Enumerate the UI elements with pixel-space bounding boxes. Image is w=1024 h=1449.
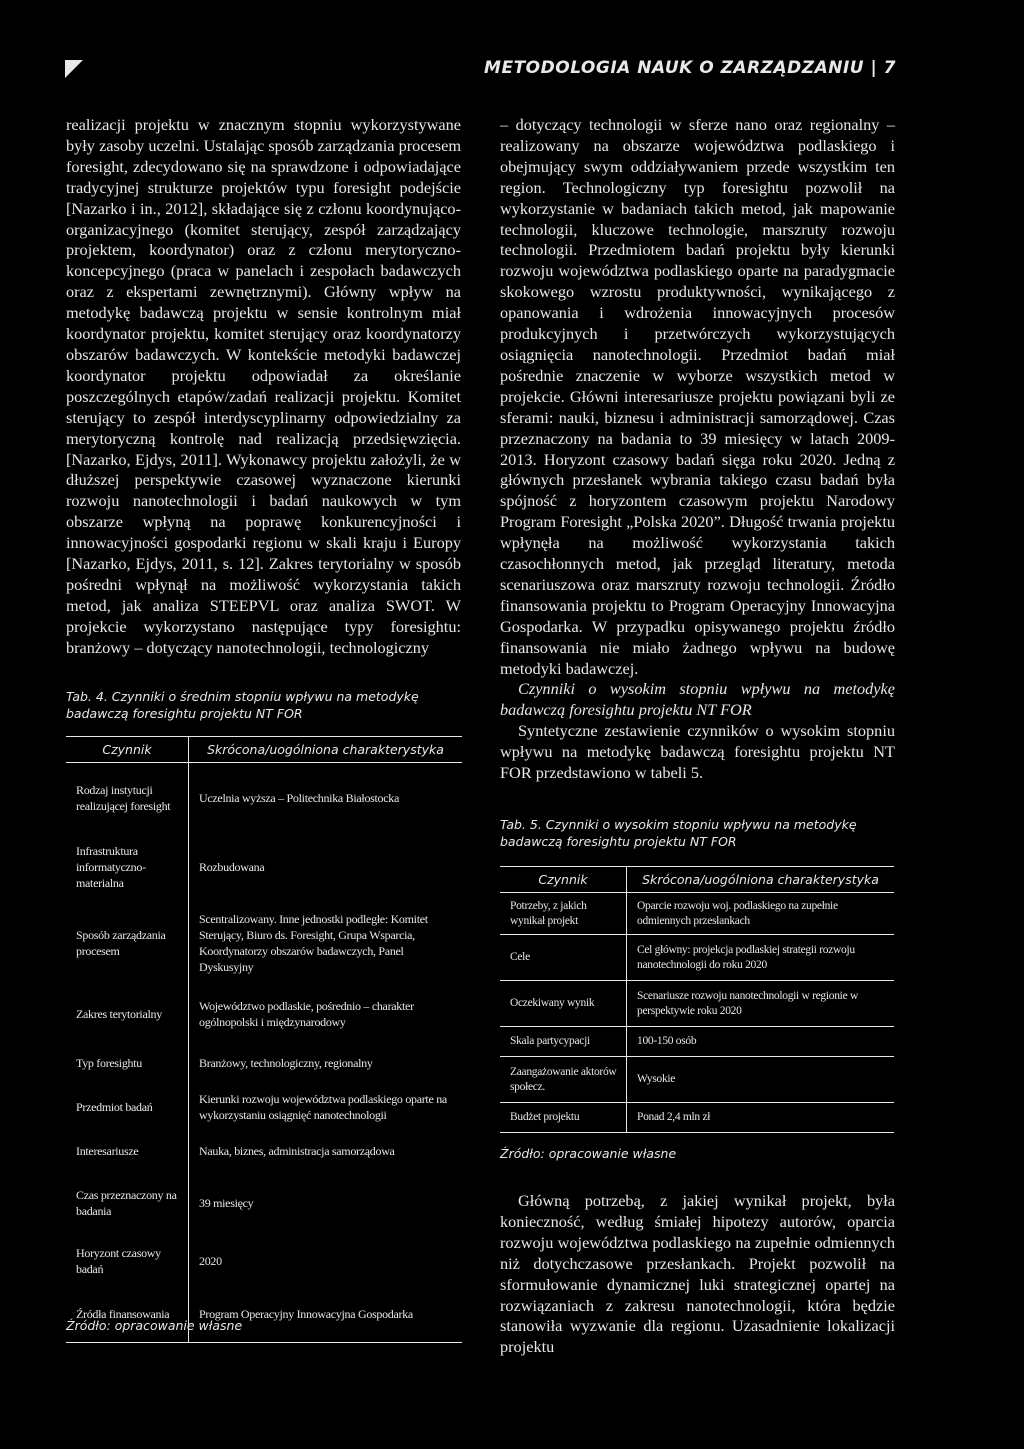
table5-cell-factor: Skala partycypacji <box>500 1027 627 1057</box>
table5-cell-factor: Potrzeby, z jakich wynikał projekt <box>500 893 627 935</box>
table4-cell-factor: Interesariusze <box>66 1131 189 1171</box>
table-row <box>66 763 462 833</box>
table4-cell-factor: Sposób zarządzania procesem <box>66 901 189 985</box>
table-row <box>66 1131 462 1171</box>
table-row <box>66 833 462 901</box>
table4-label: Tab. 4. <box>66 689 108 704</box>
table4-cell-value: Scentralizowany. Inne jednostki podległe: Komitet Sterujący, Biuro ds. Foresight, Grupa Wsparcia, Koordynatorzy obszarów badawczych, Panel Dyskusyjny <box>199 911 428 974</box>
table4-header-factor: Czynnik <box>66 737 189 763</box>
table-row <box>500 893 894 935</box>
table4-header-characteristic: Skrócona/uogólniona charakterystyka <box>189 737 463 763</box>
body-paragraph: Syntetyczne zestawienie czynników o wysokim stopniu wpływu na metodykę badawczą foresightu projektu NT FOR przedstawiono w tabeli 5. <box>500 721 895 783</box>
publisher-logo <box>65 60 83 78</box>
table-row <box>66 985 462 1043</box>
table4-cell-factor: Typ foresightu <box>66 1043 189 1083</box>
table-row <box>66 1171 462 1235</box>
table4-cell-value: Branżowy, technologiczny, regionalny <box>199 1055 373 1070</box>
section-subheading: Czynniki o wysokim stopniu wpływu na metodykę badawczą foresightu projektu NT FOR <box>500 679 895 720</box>
table4-cell-value: Rozbudowana <box>199 859 265 874</box>
table5 <box>500 866 894 1133</box>
table-row <box>500 1057 894 1103</box>
right-column <box>500 115 895 784</box>
table4-cell-factor: Przedmiot badań <box>66 1083 189 1131</box>
table4-cell-factor: Czas przeznaczony na badania <box>66 1171 189 1235</box>
table5-caption <box>500 816 900 850</box>
table5-cell-factor: Cele <box>500 935 627 981</box>
table4-cell-value: Województwo podlaskie, pośrednio – charakter ogólnopolski i międzynarodowy <box>199 998 414 1029</box>
table5-cell-factor: Budżet projektu <box>500 1103 627 1133</box>
table5-cell-value: Scenariusze rozwoju nanotechnologii w regionie w perspektywie roku 2020 <box>627 981 895 1027</box>
table4-cell-value: Nauka, biznes, administracja samorządowa <box>199 1143 395 1158</box>
body-paragraph: Główną potrzebą, z jakiej wynikał projekt, była konieczność, według śmiałej hipotezy autorów, oparcia rozwoju województwa podlaskiego na zupełnie odmiennych niż dotychczasowe przesłankach. Projekt pozwolił na sformułowanie dynamicznej luki strategicznej opartej na rozwiązaniach z zakresu nanotechnologii, która będzie stanowiła wyzwanie dla regionu. Uzasadnienie lokalizacji projektu <box>500 1191 895 1357</box>
table4-cell-value: Kierunki rozwoju województwa podlaskiego oparte na wykorzystaniu osiągnięć nanotechnologii <box>199 1091 447 1122</box>
right-column-closing <box>500 1191 895 1358</box>
body-paragraph: – dotyczący technologii w sferze nano oraz regionalny – realizowany na obszarze województwa podlaskiego i obejmujący swym oddziaływaniem przede wszystkim ten region. Technologiczny typ foresightu pozwolił na wykorzystanie w badaniach takich metod, jak mapowanie technologii, kluczowe technologie, marszruty rozwoju technologii. Przedmiotem badań projektu były kierunki rozwoju województwa podlaskiego oparte na paradygmacie skokowego wzrostu produktywności, wynikającego z opanowania i wdrożenia innowacyjnych procesów produkcyjnych i przetwórczych wykorzystujących osiągnięcia nanotechnologii. Przedmiot badań miał pośrednie znaczenie w wyborze wszystkich metod w projekcie. Główni interesariusze projektu powiązani byli ze sferami: nauki, biznesu i administracji samorządowej. Czas przeznaczony na badania to 39 miesięcy w latach 2009-2013. Horyzont czasowy badań sięga roku 2020. Jedną z głównych przesłanek wybrania takiego czasu badań była spójność z horyzontem czasowym projektu Narodowy Program Foresight „Polska 2020”. Długość trwania projektu wpłynęła na możliwość wykorzystania takich czasochłonnych metod, jak przegląd literatury, metoda scenariuszowa oraz marszruty rozwoju technologii. Źródło finansowania projektu to Program Operacyjny Innowacyjna Gospodarka. W przypadku opisywanego projektu źródło finansowania nie miało żadnego wpływu na budowę metodyki badawczej. <box>500 115 895 678</box>
table5-cell-factor: Oczekiwany wynik <box>500 981 627 1027</box>
table-row <box>500 981 894 1027</box>
table-row <box>500 1027 894 1057</box>
table-row <box>500 935 894 981</box>
table4-cell-value: 2020 <box>199 1253 222 1268</box>
table4-cell-factor: Zakres terytorialny <box>66 985 189 1043</box>
table5-cell-factor: Zaangażowanie aktorów społecz. <box>500 1057 627 1103</box>
table-row <box>66 1083 462 1131</box>
table4-cell-value: Program Operacyjny Innowacyjna Gospodarka <box>189 1287 463 1343</box>
table4-source: Źródło: opracowanie własne <box>66 1318 243 1333</box>
table5-cell-value: Ponad 2,4 mln zł <box>627 1103 895 1133</box>
table4-cell-factor: Rodzaj instytucji realizującej foresight <box>66 763 189 833</box>
table5-source: Źródło: opracowanie własne <box>500 1146 677 1161</box>
table-row <box>500 1103 894 1133</box>
table5-header-characteristic: Skrócona/uogólniona charakterystyka <box>627 867 895 893</box>
table4-cell-value: 39 miesięcy <box>199 1195 254 1210</box>
running-header: METODOLOGIA NAUK O ZARZĄDZANIU | 7 <box>484 58 896 78</box>
table5-caption-text: Czynniki o wysokim stopniu wpływu na metodykę badawczą foresightu projektu NT FOR <box>500 817 857 849</box>
table-row <box>66 1235 462 1287</box>
table4-cell-factor: Źródła finansowania <box>66 1287 189 1343</box>
table5-label: Tab. 5. <box>500 817 542 832</box>
table5-cell-value: Oparcie rozwoju woj. podlaskiego na zupełnie odmiennych przesłankach <box>627 893 895 935</box>
left-column <box>66 115 461 659</box>
table4-cell-factor: Horyzont czasowy badań <box>66 1235 189 1287</box>
body-paragraph: realizacji projektu w znacznym stopniu wykorzystywane były zasoby uczelni. Ustalając sposób zarządzania procesem foresight, zdecydowano się na sprawdzone i odpowiadające tradycyjnej strukturze projektów typu foresight podejście [Nazarko i in., 2012], składające się z członu koordynująco-organizacyjnego (komitet sterujący, zespół zarządzający projektem, koordynator) oraz z członu merytoryczno-koncepcyjnego (praca w panelach i zespołach badawczych oraz z ekspertami zewnętrznymi). Główny wpływ na metodykę badawczą projektu w sensie kontrolnym miał koordynator projektu, komitet sterujący oraz koordynatorzy obszarów badawczych. W kontekście metodyki badawczej koordynator projektu odpowiadał za określanie poszczególnych etapów/zadań realizacji projektu. Komitet sterujący to zespół interdyscyplinarny odpowiedzialny za merytoryczną kontrolę nad realizacją przedsięwzięcia. [Nazarko, Ejdys, 2011]. Wykonawcy projektu założyli, że w dłuższej perspektywie czasowej wyznaczone kierunki rozwoju nanotechnologii i badań naukowych w tym obszarze wpłyną na poprawę konkurencyjności i innowacyjności gospodarki regionu w skali kraju i Europy [Nazarko, Ejdys, 2011, s. 12]. Zakres terytorialny w sposób pośredni wpłynął na możliwość wykorzystania takich metod, jak analiza STEEPVL oraz analiza SWOT. W projekcie wykorzystano następujące typy foresightu: branżowy – dotyczący nanotechnologii, technologiczny <box>66 115 461 657</box>
table5-header-factor: Czynnik <box>500 867 627 893</box>
table-row <box>66 1287 462 1343</box>
table4-caption-text: Czynniki o średnim stopniu wpływu na metodykę badawczą foresightu projektu NT FOR <box>66 689 419 721</box>
table4 <box>66 736 462 1343</box>
table-row <box>66 901 462 985</box>
table4-cell-value: Uczelnia wyższa – Politechnika Białostocka <box>199 790 399 805</box>
table4-caption <box>66 688 466 722</box>
table4-cell-factor: Infrastruktura informatyczno-materialna <box>66 833 189 901</box>
table5-cell-value: Cel główny: projekcja podlaskiej strategii rozwoju nanotechnologii do roku 2020 <box>627 935 895 981</box>
table5-cell-value: Wysokie <box>627 1057 895 1103</box>
table-row <box>66 1043 462 1083</box>
table5-cell-value: 100-150 osób <box>627 1027 895 1057</box>
